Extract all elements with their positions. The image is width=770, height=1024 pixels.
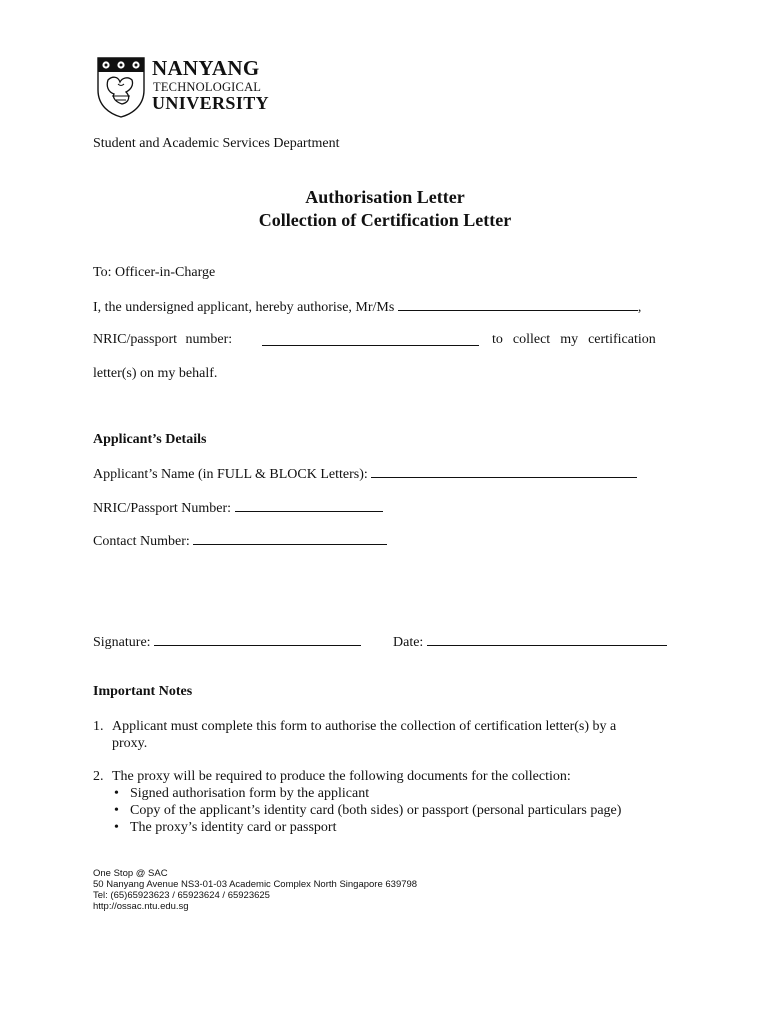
note-2-number: 2. [93,769,104,784]
collect-text: to collect my certification [492,332,656,347]
applicant-contact-line [93,532,387,550]
signature-line [93,633,361,651]
proxy-name-field[interactable] [398,298,638,311]
ntu-crest-icon [96,56,146,118]
applicant-name-field[interactable] [371,465,637,478]
applicant-nric-line [93,499,383,517]
authorise-line [93,298,641,316]
applicant-details-heading: Applicant’s Details [93,432,207,447]
authorise-text: I, the undersigned applicant, hereby authorise, Mr/Ms [93,300,395,315]
applicant-nric-field[interactable] [235,499,383,512]
document-subtitle: Collection of Certification Letter [258,210,512,230]
department-name: Student and Academic Services Department [93,136,340,151]
date-label: Date: [393,635,424,650]
authorise-comma: , [637,300,642,315]
logo-line-technological: TECHNOLOGICAL [153,80,262,94]
recipient-line: To: Officer-in-Charge [93,265,216,280]
university-logo [96,56,286,120]
required-documents-list [112,785,621,836]
list-item: • Copy of the applicant’s identity card (both sides) or passport (personal particulars page) [112,802,621,819]
proxy-nric-field[interactable] [262,333,479,346]
on-behalf-text: letter(s) on my behalf. [93,366,218,381]
list-item: • Signed authorisation form by the applicant [112,785,621,802]
applicant-name-line [93,465,637,483]
footer-office: One Stop @ SAC [93,868,168,879]
logo-line-university: UNIVERSITY [152,93,270,113]
footer-website-link[interactable]: http://ossac.ntu.edu.sg [93,901,189,912]
document-title: Authorisation Letter [305,187,465,207]
note-1-line-1: Applicant must complete this form to authorise the collection of certification letter(s) by a [112,719,617,734]
proxy-nric-label: NRIC/passport number: [93,332,233,347]
logo-line-nanyang: NANYANG [152,56,260,80]
note-2-text: The proxy will be required to produce the following documents for the collection: [112,769,571,784]
signature-field[interactable] [154,633,361,646]
footer-phone: Tel: (65)65923623 / 65923624 / 65923625 [93,890,270,901]
important-notes-heading: Important Notes [93,684,193,699]
applicant-contact-field[interactable] [193,532,387,545]
applicant-contact-label: Contact Number: [93,534,190,549]
date-line [393,633,667,651]
footer-address: 50 Nanyang Avenue NS3-01-03 Academic Complex North Singapore 639798 [93,879,418,890]
signature-label: Signature: [93,635,151,650]
applicant-name-label: Applicant’s Name (in FULL & BLOCK Letters): [93,467,368,482]
note-1-number: 1. [93,719,104,734]
date-field[interactable] [427,633,667,646]
list-item: • The proxy’s identity card or passport [112,819,621,836]
applicant-nric-label: NRIC/Passport Number: [93,501,232,516]
note-1-line-2: proxy. [112,736,148,751]
